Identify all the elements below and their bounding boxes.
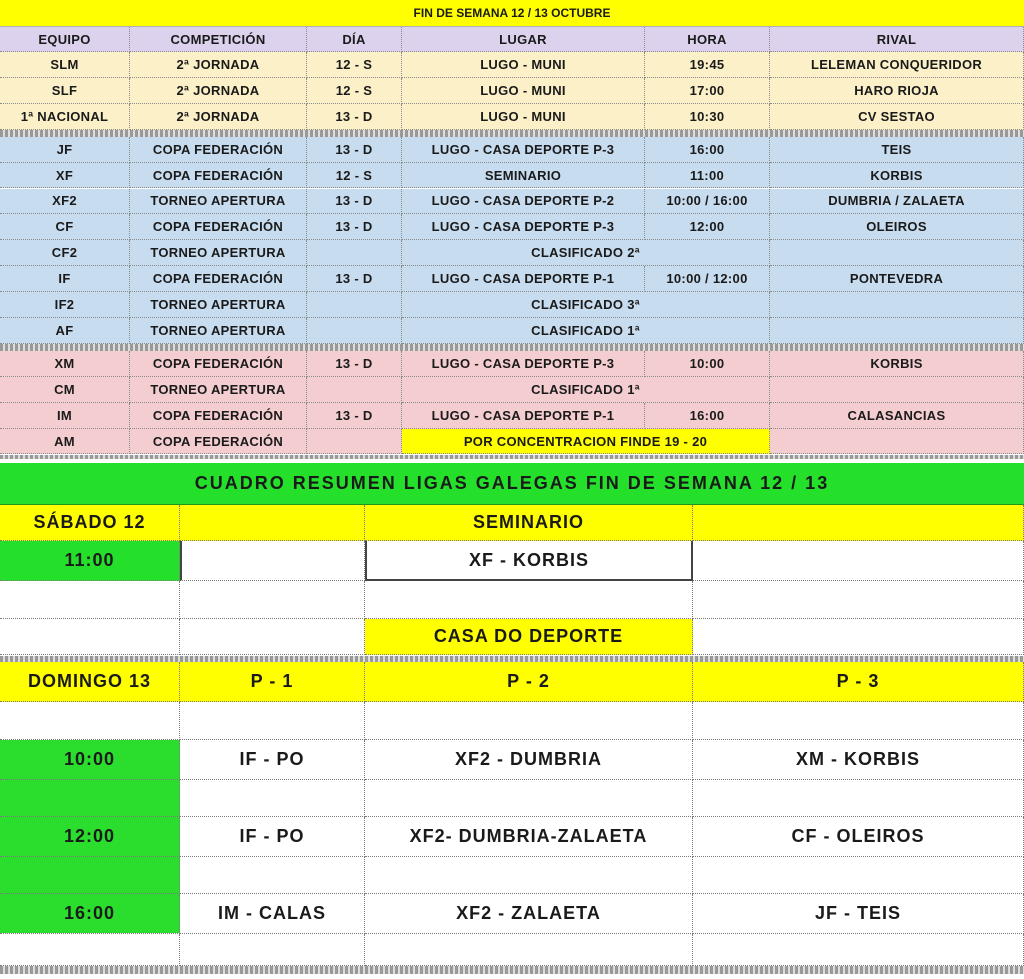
slot-time: 10:00 (0, 740, 180, 780)
time-cell: 10:30 (645, 104, 770, 130)
column-header-equipo: EQUIPO (0, 27, 130, 52)
competition-cell: COPA FEDERACIÓN (130, 429, 307, 455)
court-p1-match: IF - PO (180, 817, 365, 857)
team-cell: SLM (0, 52, 130, 78)
court-p2-header: P - 2 (365, 662, 693, 702)
day-cell: 13 - D (307, 104, 402, 130)
spacer-cell (180, 702, 365, 740)
day-cell: 13 - D (307, 214, 402, 240)
competition-cell: 2ª JORNADA (130, 52, 307, 78)
court-p3-match: JF - TEIS (693, 894, 1024, 934)
divider (0, 455, 1024, 459)
spacer-cell (180, 780, 365, 817)
time-cell: 12:00 (645, 214, 770, 240)
column-header-lugar: LUGAR (402, 27, 645, 52)
competition-cell: COPA FEDERACIÓN (130, 266, 307, 292)
competition-cell: TORNEO APERTURA (130, 292, 307, 318)
day-cell (307, 240, 402, 266)
team-cell: AM (0, 429, 130, 455)
team-cell: AF (0, 318, 130, 344)
team-cell: CM (0, 377, 130, 403)
rival-cell: KORBIS (770, 351, 1024, 377)
saturday-empty-cell (180, 541, 365, 581)
rival-cell: KORBIS (770, 163, 1024, 189)
summary-title: CUADRO RESUMEN LIGAS GALEGAS FIN DE SEMANA 12 / 13 (0, 463, 1024, 505)
day-cell (307, 318, 402, 344)
court-p1-header: P - 1 (180, 662, 365, 702)
team-cell: JF (0, 137, 130, 163)
competition-cell: TORNEO APERTURA (130, 240, 307, 266)
court-p3-header: P - 3 (693, 662, 1024, 702)
spacer-cell (0, 934, 180, 966)
saturday-time: 11:00 (0, 541, 180, 581)
day-cell: 13 - D (307, 351, 402, 377)
day-cell (307, 377, 402, 403)
merged-status-cell: CLASIFICADO 1ª (402, 318, 770, 344)
team-cell: XM (0, 351, 130, 377)
venue-cell: LUGO - CASA DEPORTE P-3 (402, 137, 645, 163)
team-cell: IF2 (0, 292, 130, 318)
time-gap-cell (0, 857, 180, 894)
team-cell: IM (0, 403, 130, 429)
spacer-cell (180, 581, 365, 619)
spacer-cell (365, 857, 693, 894)
court-p3-match: CF - OLEIROS (693, 817, 1024, 857)
venue-cell: LUGO - CASA DEPORTE P-1 (402, 266, 645, 292)
saturday-match: XF - KORBIS (365, 541, 693, 581)
time-cell: 16:00 (645, 137, 770, 163)
merged-status-cell: CLASIFICADO 2ª (402, 240, 770, 266)
column-header-dia: DÍA (307, 27, 402, 52)
competition-cell: COPA FEDERACIÓN (130, 403, 307, 429)
team-cell: CF2 (0, 240, 130, 266)
slot-time: 12:00 (0, 817, 180, 857)
spacer-cell (365, 780, 693, 817)
time-cell: 16:00 (645, 403, 770, 429)
spacer-cell (180, 857, 365, 894)
day-cell: 12 - S (307, 163, 402, 189)
column-header-competicion: COMPETICIÓN (130, 27, 307, 52)
column-header-rival: RIVAL (770, 27, 1024, 52)
team-cell: SLF (0, 78, 130, 104)
rival-cell: CALASANCIAS (770, 403, 1024, 429)
rival-cell: PONTEVEDRA (770, 266, 1024, 292)
day-cell (307, 429, 402, 455)
rival-cell: TEIS (770, 137, 1024, 163)
court-p3-match: XM - KORBIS (693, 740, 1024, 780)
team-cell: 1ª NACIONAL (0, 104, 130, 130)
rival-cell (770, 292, 1024, 318)
time-gap-cell (0, 780, 180, 817)
seminario-label: SEMINARIO (365, 505, 693, 541)
weekend-schedule-table (0, 0, 1024, 455)
time-cell: 11:00 (645, 163, 770, 189)
court-p1-match: IF - PO (180, 740, 365, 780)
competition-cell: COPA FEDERACIÓN (130, 137, 307, 163)
rival-cell (770, 377, 1024, 403)
spacer-cell (180, 934, 365, 966)
team-cell: XF (0, 163, 130, 189)
column-header-hora: HORA (645, 27, 770, 52)
day-cell: 13 - D (307, 189, 402, 215)
spacer-cell (365, 581, 693, 619)
sunday-label: DOMINGO 13 (0, 662, 180, 702)
team-cell: IF (0, 266, 130, 292)
day-cell: 12 - S (307, 52, 402, 78)
competition-cell: COPA FEDERACIÓN (130, 351, 307, 377)
venue-cell: LUGO - CASA DEPORTE P-2 (402, 189, 645, 215)
spacer-cell (693, 619, 1024, 655)
spacer-cell (180, 619, 365, 655)
time-cell: 10:00 (645, 351, 770, 377)
competition-cell: TORNEO APERTURA (130, 377, 307, 403)
casa-do-deporte-label: CASA DO DEPORTE (365, 619, 693, 655)
day-cell: 13 - D (307, 137, 402, 163)
spacer-cell (365, 934, 693, 966)
day-cell: 12 - S (307, 78, 402, 104)
spacer-cell (693, 934, 1024, 966)
concentration-note: POR CONCENTRACION FINDE 19 - 20 (402, 429, 770, 455)
slot-time: 16:00 (0, 894, 180, 934)
rival-cell (770, 318, 1024, 344)
venue-cell: LUGO - CASA DEPORTE P-3 (402, 214, 645, 240)
rival-cell (770, 429, 1024, 455)
rival-cell: LELEMAN CONQUERIDOR (770, 52, 1024, 78)
venue-cell: LUGO - MUNI (402, 52, 645, 78)
saturday-empty-cell-right (693, 541, 1024, 581)
table-title: FIN DE SEMANA 12 / 13 OCTUBRE (0, 0, 1024, 27)
day-cell: 13 - D (307, 403, 402, 429)
rival-cell: CV SESTAO (770, 104, 1024, 130)
saturday-label: SÁBADO 12 (0, 505, 180, 541)
spacer-cell (0, 619, 180, 655)
competition-cell: 2ª JORNADA (130, 104, 307, 130)
court-p1-match: IM - CALAS (180, 894, 365, 934)
rival-cell: HARO RIOJA (770, 78, 1024, 104)
spacer-cell (693, 581, 1024, 619)
spacer-cell (365, 702, 693, 740)
merged-status-cell: CLASIFICADO 1ª (402, 377, 770, 403)
time-cell: 19:45 (645, 52, 770, 78)
day-cell: 13 - D (307, 266, 402, 292)
spacer-cell (693, 780, 1024, 817)
day-cell (307, 292, 402, 318)
group-divider (0, 344, 1024, 351)
spacer-cell (693, 702, 1024, 740)
venue-cell: LUGO - CASA DEPORTE P-1 (402, 403, 645, 429)
merged-status-cell: CLASIFICADO 3ª (402, 292, 770, 318)
competition-cell: COPA FEDERACIÓN (130, 163, 307, 189)
time-cell: 10:00 / 16:00 (645, 189, 770, 215)
competition-cell: COPA FEDERACIÓN (130, 214, 307, 240)
spacer-cell (693, 857, 1024, 894)
court-p2-match: XF2 - ZALAETA (365, 894, 693, 934)
saturday-header-blank-right (693, 505, 1024, 541)
spacer-cell (0, 581, 180, 619)
court-p2-match: XF2- DUMBRIA-ZALAETA (365, 817, 693, 857)
team-cell: XF2 (0, 189, 130, 215)
competition-cell: TORNEO APERTURA (130, 189, 307, 215)
rival-cell (770, 240, 1024, 266)
time-cell: 17:00 (645, 78, 770, 104)
competition-cell: 2ª JORNADA (130, 78, 307, 104)
competition-cell: TORNEO APERTURA (130, 318, 307, 344)
divider (0, 966, 1024, 974)
saturday-header-blank (180, 505, 365, 541)
venue-cell: SEMINARIO (402, 163, 645, 189)
court-p2-match: XF2 - DUMBRIA (365, 740, 693, 780)
spacer-cell (0, 702, 180, 740)
venue-cell: LUGO - MUNI (402, 104, 645, 130)
venue-cell: LUGO - MUNI (402, 78, 645, 104)
group-divider (0, 130, 1024, 137)
team-cell: CF (0, 214, 130, 240)
rival-cell: DUMBRIA / ZALAETA (770, 189, 1024, 215)
time-cell: 10:00 / 12:00 (645, 266, 770, 292)
venue-cell: LUGO - CASA DEPORTE P-3 (402, 351, 645, 377)
rival-cell: OLEIROS (770, 214, 1024, 240)
